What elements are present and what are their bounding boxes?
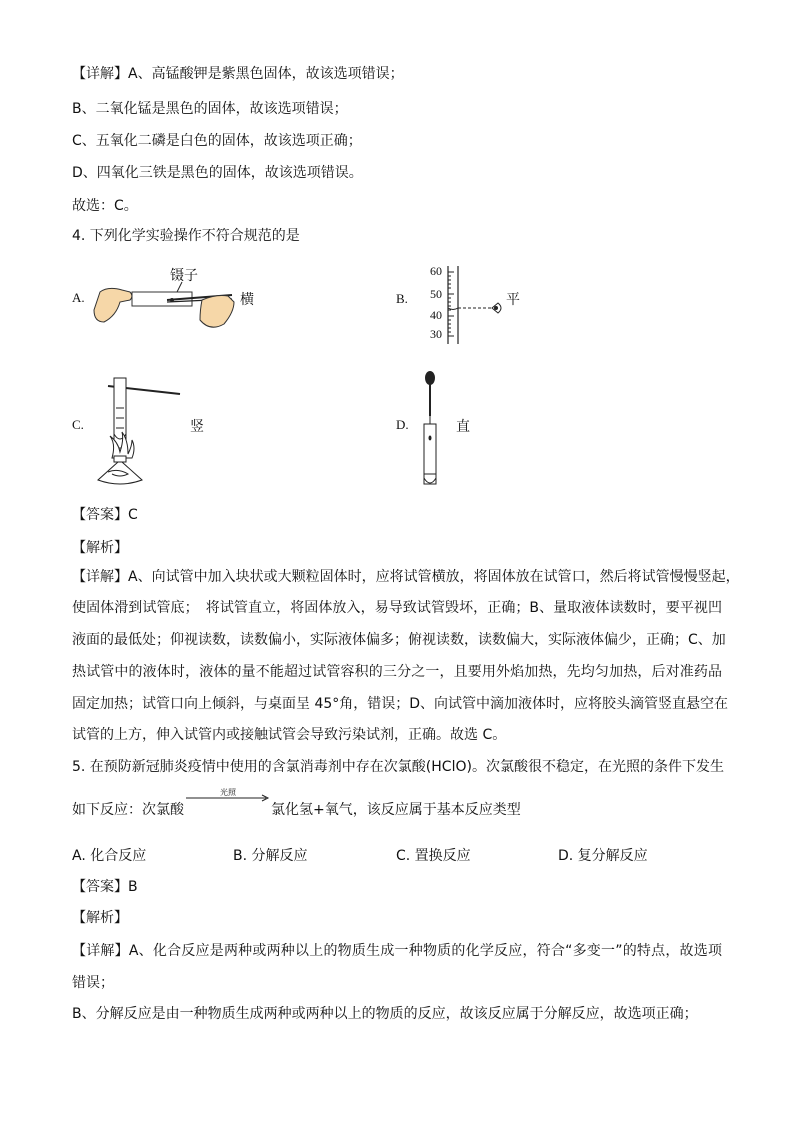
figure-d [396,368,496,492]
figure-c-label: 竖 [190,419,204,435]
answer-5: 【答案】B [72,879,138,895]
explanation-line-a: 【详解】A、高锰酸钾是紫黑色固体，故该选项错误； [72,66,404,82]
choice-conclusion: 故选：C。 [72,198,138,214]
figure-b-letter: B. [396,291,408,306]
tick-30: 30 [430,327,442,341]
tick-40: 40 [430,308,442,322]
detail-4-line-3: 液面的最低处；仰视读数，读数偏小，实际液体偏多；俯视读数，读数偏大，实际液体偏少，正确；C、加 [72,632,726,648]
tick-50: 50 [430,287,442,301]
reaction-condition: 光照 [220,788,236,797]
detail-5-line-2: 错误； [72,975,114,991]
figure-a-tweezers-label: 镊子 [170,268,198,284]
detail-4-line-6: 试管的上方，伸入试管内或接触试管会导致污染试剂，正确。故选 C。 [72,727,507,743]
figure-a [72,262,272,332]
explanation-line-c: C、五氧化二磷是白色的固体，故该选项正确； [72,133,362,149]
analysis-4-heading: 【解析】 [72,540,128,556]
explanation-line-d: D、四氧化三铁是黑色的固体，故该选项错误。 [72,165,363,181]
figure-c [72,368,212,490]
reaction-arrow-icon [186,792,270,804]
option-b[interactable]: B. 分解反应 [233,848,308,864]
graduated-cylinder-drawing [396,262,536,348]
option-d[interactable]: D. 复分解反应 [558,848,648,864]
analysis-5-heading: 【解析】 [72,910,128,926]
detail-5-line-1: 【详解】A、化合反应是两种或两种以上的物质生成一种物质的化学反应，符合“多变一”的特点，故选项 [72,943,722,959]
question-5-reaction-lhs: 如下反应：次氯酸 [72,802,184,818]
detail-4-line-5: 固定加热；试管口向上倾斜，与桌面呈 45°角，错误；D、向试管中滴加液体时，应将胶头滴管竖直悬空在 [72,696,729,712]
question-4-stem: 4. 下列化学实验操作不符合规范的是 [72,228,300,244]
question-5-stem: 5. 在预防新冠肺炎疫情中使用的含氯消毒剂中存在次氯酸(HClO)。次氯酸很不稳定，在光照的条件下发生 [72,759,724,775]
detail-5-line-3: B、分解反应是由一种物质生成两种或两种以上的物质的反应，故该反应属于分解反应，故选项正确； [72,1006,698,1022]
figure-a-letter: A. [72,290,85,305]
option-c[interactable]: C. 置换反应 [396,848,471,864]
figure-a-label: 横 [240,292,254,308]
heating-test-tube-drawing [72,368,212,490]
horizontal-test-tube-drawing [72,262,272,332]
figure-d-letter: D. [396,417,409,432]
figure-d-label: 直 [456,419,470,435]
figure-b-label: 平 [506,292,520,308]
detail-4-line-2: 使固体滑到试管底； 将试管直立，将固体放入，易导致试管毁坏，正确；B、量取液体读数时，要平视凹 [72,600,722,616]
tick-60: 60 [430,264,442,278]
explanation-line-b: B、二氧化锰是黑色的固体，故该选项错误； [72,101,348,117]
answer-4: 【答案】C [72,507,138,523]
question-5-reaction-rhs: 氯化氢+氧气，该反应属于基本反应类型 [271,802,521,818]
detail-4-line-1: 【详解】A、向试管中加入块状或大颗粒固体时，应将试管横放，将固体放在试管口，然后将试管慢慢竖起， [72,569,740,585]
dropper-drawing [396,368,496,492]
figure-b [396,262,536,348]
figure-c-letter: C. [72,417,84,432]
option-a[interactable]: A. 化合反应 [72,848,147,864]
detail-4-line-4: 热试管中的液体时，液体的量不能超过试管容积的三分之一，且要用外焰加热，先均匀加热，后对准药品 [72,664,722,680]
